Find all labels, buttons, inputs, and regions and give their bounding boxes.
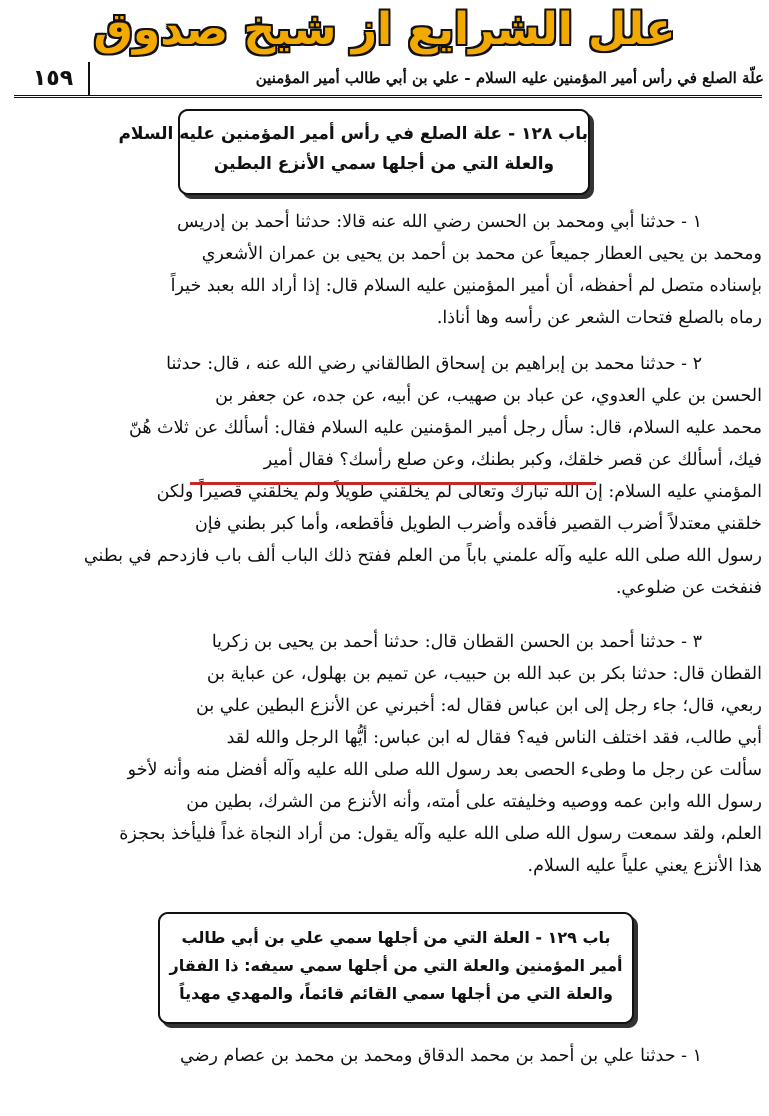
book-title: علل الشرايع از شيخ صدوق bbox=[93, 4, 676, 55]
chapter-129-subtitle-1: أمير المؤمنين والعلة التي من أجلها سمي سيفه: ذا الفقار bbox=[169, 956, 623, 975]
chapter-129-heading-box bbox=[158, 912, 634, 1024]
chapter-129-title: باب ١٢٩ - العلة التي من أجلها سمي علي بن أبي طالب bbox=[181, 928, 611, 947]
text-line: ١ - حدثنا أبي ومحمد بن الحسن رضي الله عنه قالا: حدثنا أحمد بن إدريس bbox=[177, 212, 702, 232]
text-line: ١ - حدثنا علي بن أحمد بن محمد الدقاق ومحمد بن محمد بن عصام رضي bbox=[180, 1046, 702, 1066]
text-line: القطان قال: حدثنا بكر بن عبد الله بن حبيب، عن تميم بن بهلول، عن عباية بن bbox=[206, 664, 762, 684]
hadith-3-paragraph bbox=[14, 626, 762, 882]
text-line: فنفخت عن ضلوعي. bbox=[615, 578, 762, 598]
chapter-129-subtitle-2: والعلة التي من أجلها سمي القائم قائماً، والمهدي مهدياً bbox=[179, 984, 613, 1003]
highlighted-text-line: فيك، أسألك عن قصر خلقك، وكبر بطنك، وعن صلع رأسك؟ فقال أمير bbox=[263, 450, 762, 470]
text-line: رسول الله وابن عمه ووصيه وخليفته على أمته، وأنه الأنزع من الشرك، بطين من bbox=[186, 792, 762, 812]
hadith-1-paragraph bbox=[14, 206, 762, 334]
text-line: خلقني معتدلاً أضرب القصير فأقده وأضرب الطويل فأقطعه، وأما كبر بطني فإن bbox=[194, 514, 762, 534]
chapter-128-subtitle: والعلة التي من أجلها سمي الأنزع البطين bbox=[213, 154, 555, 174]
text-line: بإسناده متصل لم أحفظه، أن أمير المؤمنين عليه السلام قال: إذا أراد الله بعبد خيراً bbox=[170, 276, 762, 296]
text-line: أبي طالب، فقد اختلف الناس فيه؟ فقال له ابن عباس: أيُّها الرجل والله لقد bbox=[226, 728, 762, 748]
text-line: ومحمد بن يحيى العطار جميعاً عن محمد بن أحمد بن يحيى بن عمران الأشعري bbox=[201, 244, 762, 264]
chapter-128-title: باب ١٢٨ - علة الصلع في رأس أمير المؤمنين عليه السلام bbox=[118, 124, 588, 144]
hadith-2-paragraph bbox=[14, 348, 762, 604]
text-line: رماه بالصلع فتحات الشعر عن رأسه وها أناذا. bbox=[436, 308, 762, 328]
text-line: رسول الله صلى الله عليه وآله علمني باباً من العلم ففتح ذلك الباب ألف باب فازدحم في بطني bbox=[83, 546, 762, 566]
text-line: ربعي، قال؛ جاء رجل إلى ابن عباس فقال له: أخبرني عن الأنزع البطين علي بن bbox=[196, 696, 762, 716]
text-line: الحسن بن علي العدوي، عن عباد بن صهيب، عن أبيه، عن جده، عن جعفر بن bbox=[215, 386, 762, 406]
running-header: علّة الصلع في رأس أمير المؤمنين عليه السلام - علي بن أبي طالب أمير المؤمنين bbox=[255, 69, 764, 87]
text-line: محمد عليه السلام، قال: سأل رجل أمير المؤمنين عليه السلام فقال: أسألك عن ثلاث هُنّ bbox=[129, 418, 762, 438]
text-line: المؤمني عليه السلام: إن الله تبارك وتعالى لم يخلقني طويلاً ولم يخلقني قصيراً ولكن bbox=[156, 482, 762, 502]
chapter-128-heading-box bbox=[118, 109, 590, 195]
text-line: هذا الأنزع يعني علياً عليه السلام. bbox=[527, 856, 762, 876]
red-underline-annotation bbox=[190, 482, 596, 485]
header-rule bbox=[14, 95, 762, 98]
text-line: سألت عن رجل ما وطىء الحصى بعد رسول الله صلى الله عليه وآله أفضل منه وأنه لأخو bbox=[127, 760, 762, 780]
hadith-4-paragraph bbox=[14, 1040, 762, 1072]
text-line: ٢ - حدثنا محمد بن إبراهيم بن إسحاق الطالقاني رضي الله عنه ، قال: حدثنا bbox=[166, 354, 702, 374]
text-line: ٣ - حدثنا أحمد بن الحسن القطان قال: حدثنا أحمد بن يحيى بن زكريا bbox=[211, 632, 702, 652]
page-number: ١٥٩ bbox=[32, 66, 74, 91]
text-line: العلم، ولقد سمعت رسول الله صلى الله عليه وآله يقول: من أراد النجاة غداً فليأخذ بحجزة bbox=[119, 824, 762, 844]
